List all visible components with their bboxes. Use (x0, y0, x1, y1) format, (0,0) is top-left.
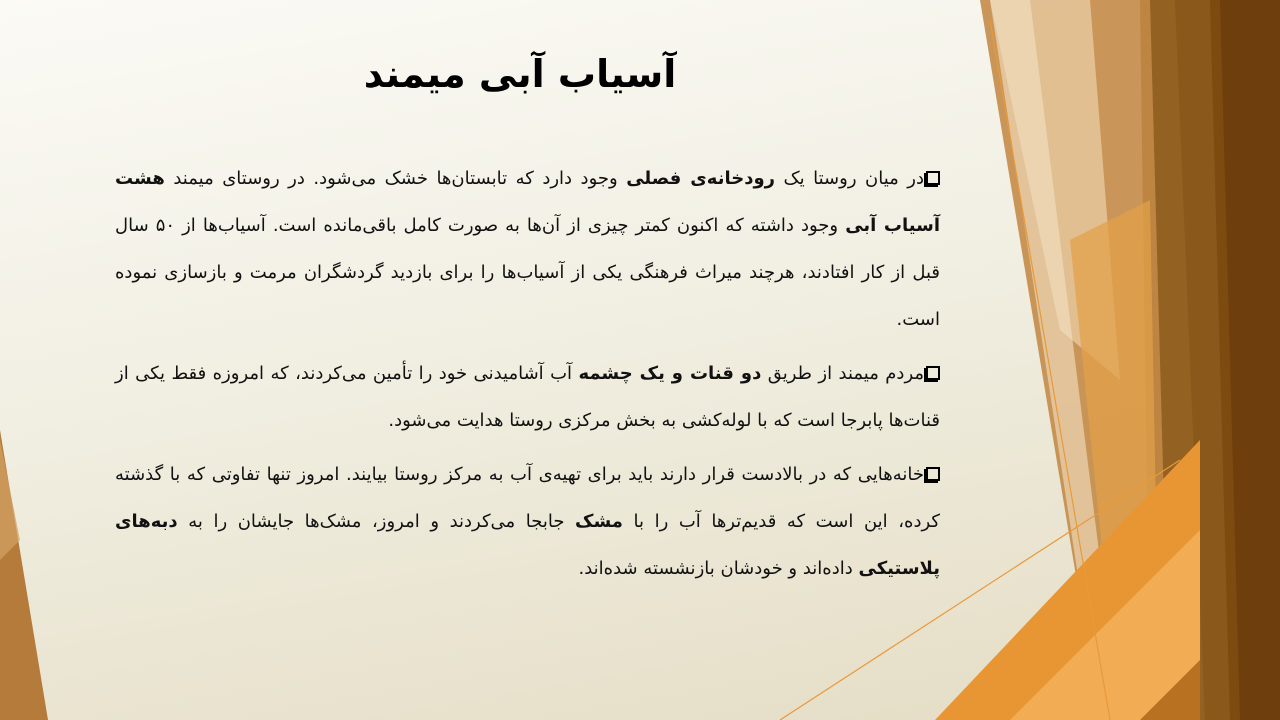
checkbox-bullet-icon (926, 366, 940, 380)
slide-title: آسیاب آبی میمند (363, 52, 677, 96)
paragraph-segment: در میان روستا یک (775, 168, 924, 189)
paragraph-segment: مردم میمند از طریق (761, 363, 925, 384)
paragraph-bold-segment: رودخانه‌ی فصلی (626, 168, 776, 189)
paragraph-segment: آب آشامیدنی خود را تأمین می‌کردند، که امروزه فقط یکی از قنات‌ها پابرجا است که با لوله‌کشی به بخش مرکزی روستا هدایت می‌شود. (115, 363, 940, 431)
paragraph-segment: داده‌اند و خودشان بازنشسته شده‌اند. (578, 558, 859, 579)
paragraph-2 (115, 350, 940, 444)
paragraph-segment: جابجا می‌کردند و امروز، مشک‌ها جایشان را به (177, 511, 576, 532)
paragraph-bold-segment: مشک (575, 511, 623, 532)
paragraph-segment: خانه‌هایی که در بالادست قرار دارند باید برای تهیه‌ی آب به مرکز روستا بیایند. امروز تنها تفاوتی که با گذشته کرده، این است که قدیم‌ترها آب را با (115, 464, 940, 532)
checkbox-bullet-icon (926, 467, 940, 481)
checkbox-bullet-icon (926, 171, 940, 185)
paragraph-3 (115, 451, 940, 592)
paragraph-bold-segment: دو قنات و یک چشمه (578, 363, 762, 384)
slide-body (115, 155, 940, 599)
paragraph-1 (115, 155, 940, 343)
paragraph-segment: وجود داشته که اکنون کمتر چیزی از آن‌ها به صورت کامل باقی‌مانده است. آسیاب‌ها از ۵۰ سال قبل از کار افتادند، هرچند میراث فرهنگی یکی از آسیاب‌ها را برای بازدید گردشگران مرمت و بازسازی نموده است. (115, 215, 940, 330)
left-wedge-shape (0, 430, 48, 720)
paragraph-segment: وجود دارد که تابستان‌ها خشک می‌شود. در روستای میمند (164, 168, 627, 189)
left-wedge-highlight (0, 440, 20, 560)
paragraph-bold-segment: هشت آسیاب آبی (115, 168, 940, 236)
paragraph-bold-segment: دبه‌های پلاستیکی (115, 511, 940, 579)
